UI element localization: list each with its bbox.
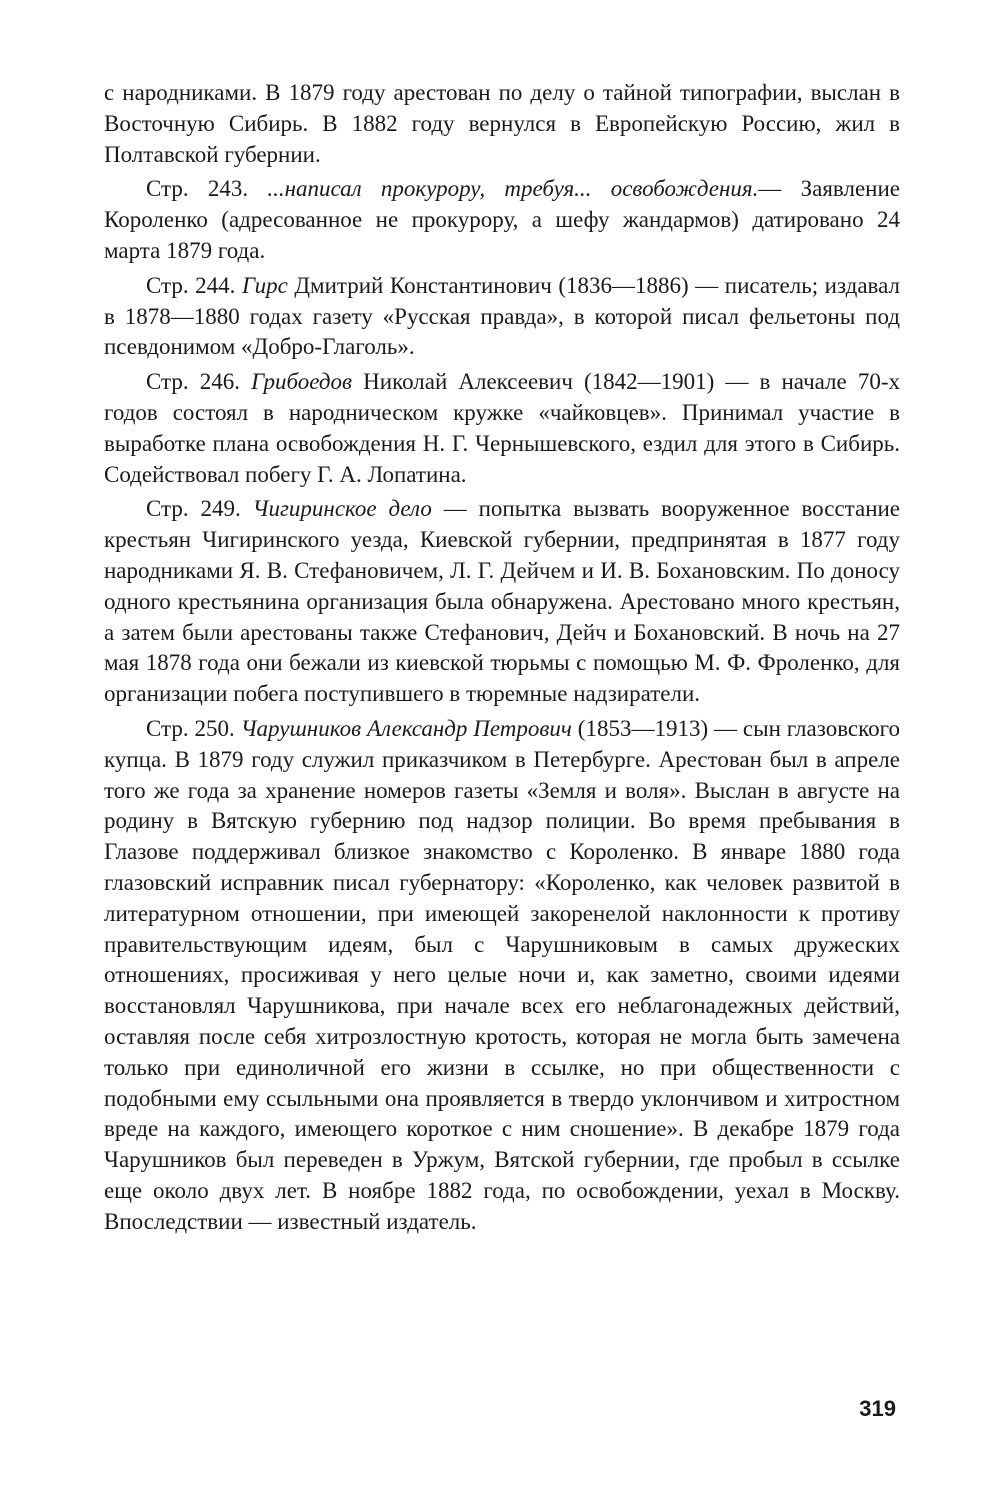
paragraph-body: Николай Алексеевич (1842—1901) — в начале 70-х годов состоял в народническом кружке «чайковцев». Принимал участие в выработке плана освобождения Н. Г. Чернышевского, ездил для этого в Сибирь. Содействовал побегу Г. А. Лопатина. [104, 369, 900, 487]
paragraph-term: Грибоедов [251, 369, 353, 395]
paragraph-term: ...написал прокурору, требуя... освобождения. [267, 176, 759, 202]
paragraph-continuation [104, 78, 900, 170]
paragraph-lead: Стр. 249. [146, 496, 253, 522]
paragraph-note-244 [104, 271, 900, 363]
paragraph-note-249 [104, 494, 900, 710]
commentary-text [104, 78, 900, 1241]
paragraph-body: с народниками. В 1879 году арестован по делу о тайной типографии, выслан в Восточную Сибирь. В 1882 году вернулся в Европейскую Россию, жил в Полтавской губернии. [104, 80, 900, 167]
paragraph-body: — Заявление Короленко (адресованное не прокурору, а шефу жандармов) датировано 24 марта 1879 года. [104, 176, 900, 263]
paragraph-term: Чарушников Александр Петрович [240, 715, 572, 741]
paragraph-lead: Стр. 243. [146, 176, 268, 202]
paragraph-term: Гирс [241, 272, 288, 298]
paragraph-note-246 [104, 367, 900, 490]
paragraph-body: — попытка вызвать вооруженное восстание крестьян Чигиринского уезда, Киевской губернии, предпринятая в 1877 году народниками Я. В. Стефановичем, Л. Г. Дейчем и И. В. Бохановским. По доносу одного крестьянина организация была обнаружена. Арестовано много крестьян, а затем были арестованы также Стефанович, Дейч и Бохановский. В ночь на 27 мая 1878 года они бежали из киевской тюрьмы с помощью М. Ф. Фроленко, для организации побега поступившего в тюремные надзиратели. [104, 496, 901, 707]
paragraph-lead: Стр. 250. [146, 715, 241, 741]
paragraph-lead: Стр. 246. [146, 369, 252, 395]
paragraph-note-243 [104, 174, 900, 266]
paragraph-body: Дмитрий Константинович (1836—1886) — писатель; издавал в 1878—1880 годах газету «Русская правда», в которой писал фельетоны под псевдонимом «Добро-Глаголь». [104, 272, 900, 360]
paragraph-lead: Стр. 244. [146, 272, 242, 298]
paragraph-body: (1853—1913) — сын глазовского купца. В 1879 году служил приказчиком в Петербурге. Арестован был в апреле того же года за хранение номеров газеты «Земля и воля». Выслан в августе на родину в Вятскую губернию под надзор полиции. Во время пребывания в Глазове поддерживал близкое знакомство с Короленко. В январе 1880 года глазовский исправник писал губернатору: «Короленко, как человек развитой в литературном отношении, при имеющей закоренелой наклонности к противу правительствующим идеям, был с Чарушниковым в самых дружеских отношениях, просиживая у него целые ночи и, как заметно, своими идеями восстановлял Чарушникова, при начале всех его неблагонадежных действий, оставляя после себя хитрозлостную кротость, которая не могла быть замечена только при единоличной его жизни в ссылке, но при общественности с подобными ему ссыльными она проявляется в твердо уклончивом и хитростном вреде на каждого, имеющего короткое с ним сношение». В декабре 1879 года Чарушников был переведен в Уржум, Вятской губернии, где пробыл в ссылке еще около двух лет. В ноябре 1882 года, по освобождении, уехал в Москву. Впоследствии — известный издатель. [104, 715, 900, 1234]
page-number: 319 [859, 1396, 896, 1421]
paragraph-note-250 [104, 714, 900, 1238]
paragraph-term: Чигиринское дело [252, 496, 432, 522]
